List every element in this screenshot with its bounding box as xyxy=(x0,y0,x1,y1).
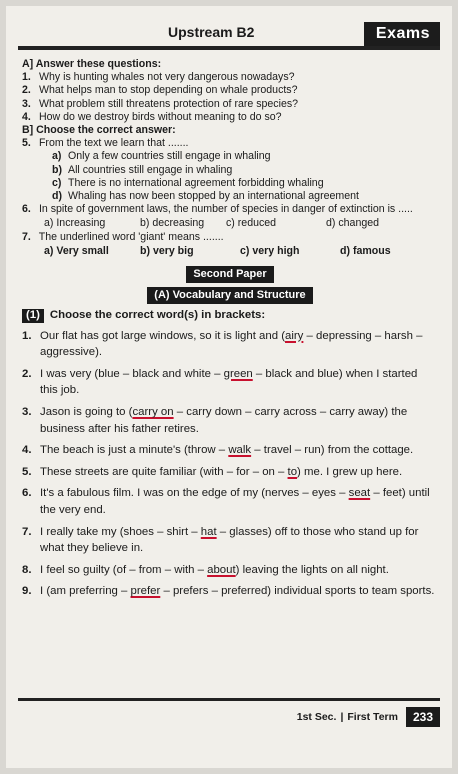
question-1: 1. Why is hunting whales not very dangerous nowadays? xyxy=(22,71,295,84)
task-instruction: Choose the correct word(s) in brackets: xyxy=(49,309,266,322)
chosen-answer: airy xyxy=(285,329,304,342)
question-2: 2. What helps man to stop depending on whale products? xyxy=(22,84,298,97)
chosen-answer: carry on xyxy=(132,406,174,419)
question-3: 3. What problem still threatens protection of rare species? xyxy=(22,97,299,110)
q5-option-a: a) Only a few countries still engage in whaling xyxy=(52,150,271,163)
vocab-item-7: 7. I really take my (shoes – shirt – hat – glasses) off to those who stand up for what they believe in. xyxy=(22,525,419,555)
task-1-heading xyxy=(22,309,438,322)
book-title: Upstream B2 xyxy=(168,24,255,40)
question-7: 7. The underlined word 'giant' means ....... xyxy=(22,230,224,243)
vocab-item-3: 3. Jason is going to (carry on – carry down – carry across – carry away) the business after his father retires. xyxy=(22,406,408,435)
q6-option-d: d) changed xyxy=(326,217,380,230)
question-5: 5. From the text we learn that ....... xyxy=(22,137,189,150)
vocab-item-2: 2. I was very (blue – black and white – green – black and blue) when I started this job. xyxy=(22,367,418,397)
q5-option-b: b) All countries still engage in whaling xyxy=(52,163,233,176)
chosen-answer: to xyxy=(287,465,298,478)
section-b-heading: B] Choose the correct answer: xyxy=(22,124,176,137)
q6-option-a: a) Increasing xyxy=(44,217,106,230)
chosen-answer: prefer xyxy=(130,585,161,598)
footer-separator: | xyxy=(340,711,344,723)
q7-options xyxy=(22,245,438,258)
vocab-structure-title-wrap xyxy=(22,287,438,304)
q5-option-d: d) Whaling has now been stopped by an international agreement xyxy=(52,190,359,203)
footer-term: First Term xyxy=(347,711,398,723)
page-number: 233 xyxy=(406,707,440,727)
vocab-item-5: 5. These streets are quite familiar (with – for – on – to) me. I grew up here. xyxy=(22,465,403,478)
q7-option-a: a) Very small xyxy=(44,244,109,257)
header-divider xyxy=(18,46,440,50)
exam-content xyxy=(22,58,438,600)
chosen-answer: walk xyxy=(228,444,252,457)
chosen-answer: green xyxy=(223,367,253,380)
footer-divider xyxy=(18,698,440,701)
question-4: 4. How do we destroy birds without meaning to do so? xyxy=(22,110,282,123)
second-paper-title-wrap xyxy=(22,266,438,283)
chosen-answer: about xyxy=(207,563,236,576)
vocab-item-6: 6. It's a fabulous film. I was on the edge of my (nerves – eyes – seat – feet) until the very end. xyxy=(22,487,430,516)
footer-level: 1st Sec. xyxy=(296,711,337,723)
q7-option-c: c) very high xyxy=(240,244,300,257)
section-a-heading: A] Answer these questions: xyxy=(22,58,162,70)
task-number-badge: (1) xyxy=(22,309,44,322)
q6-options xyxy=(22,217,438,230)
q7-option-d: d) famous xyxy=(340,244,391,257)
q7-option-b: b) very big xyxy=(140,244,194,257)
vocab-structure-title: (A) Vocabulary and Structure xyxy=(147,287,312,304)
q6-option-b: b) decreasing xyxy=(140,217,205,230)
q5-option-c: c) There is no international agreement forbidding whaling xyxy=(52,176,324,189)
chosen-answer: seat xyxy=(348,487,371,500)
exams-badge: Exams xyxy=(364,22,440,47)
exam-page xyxy=(6,6,452,768)
question-6: 6. In spite of government laws, the number of species in danger of extinction is ..... xyxy=(22,203,413,216)
vocab-item-1: 1. Our flat has got large windows, so it is light and (airy – depressing – harsh – aggressive). xyxy=(22,329,423,359)
page-footer xyxy=(297,706,440,728)
vocab-item-4: 4. The beach is just a minute's (throw – walk – travel – run) from the cottage. xyxy=(22,444,414,457)
vocab-item-9: 9. I (am preferring – prefer – prefers – preferred) individual sports to team sports. xyxy=(22,585,435,598)
second-paper-title: Second Paper xyxy=(186,266,273,283)
chosen-answer: hat xyxy=(200,525,217,538)
vocab-item-8: 8. I feel so guilty (of – from – with – about) leaving the lights on all night. xyxy=(22,563,389,576)
q6-option-c: c) reduced xyxy=(226,217,277,230)
